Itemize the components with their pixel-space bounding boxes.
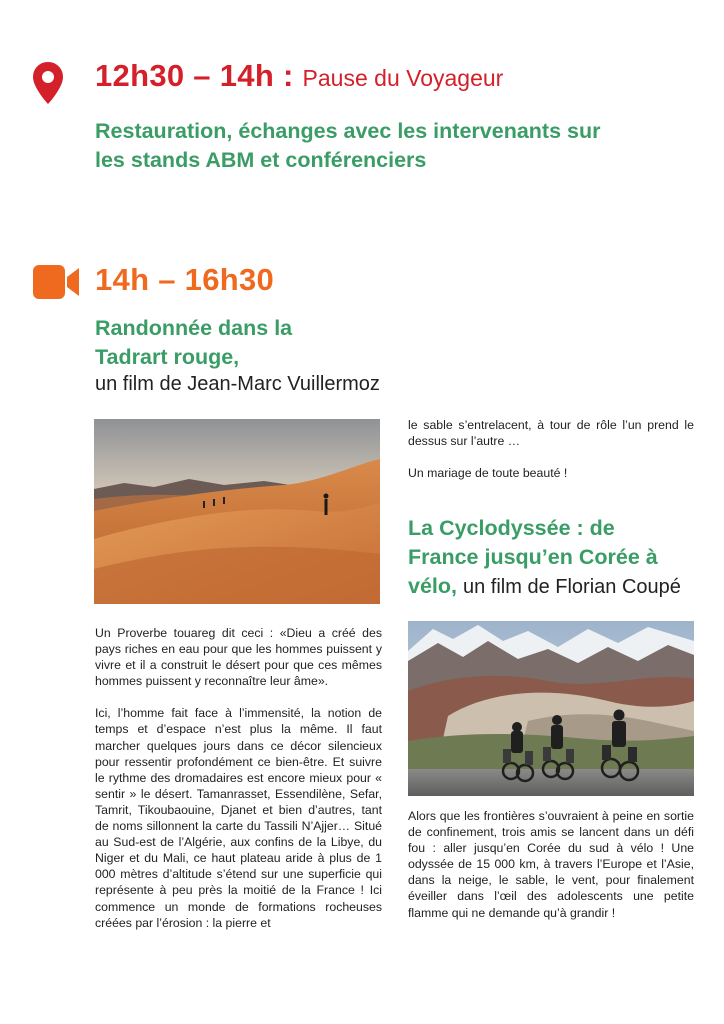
film2-title-line3-wrap bbox=[408, 572, 708, 602]
film1-title-line1: Randonnée dans la bbox=[95, 316, 293, 340]
section1-subtitle: Pause du Voyageur bbox=[302, 65, 504, 91]
film2-description bbox=[408, 808, 694, 921]
film2-paragraph: Alors que les frontières s’ouvraient à peine en sortie de confinement, trois amis se lancent dans un défi fou : aller jusqu’en Corée du sud à vélo ! Une odyssée de 15 000 km, à travers l’Europe et l’Asie, dans la neige, le sable, le vent, pour finalement éveiller dans l’œil des adolescents une petite flamme qui ne demande qu’à grandir ! bbox=[408, 809, 694, 920]
section1-lead bbox=[95, 117, 695, 175]
section1-lead-line2: les stands ABM et conférenciers bbox=[95, 148, 427, 172]
section1-time: 12h30 – 14h : bbox=[95, 58, 294, 93]
desert-photo bbox=[94, 419, 380, 604]
map-pin-icon bbox=[32, 61, 64, 105]
film1-byline: un film de Jean-Marc Vuillermoz bbox=[95, 373, 380, 395]
film1-continued: le sable s’entrelacent, à tour de rôle l’un prend le dessus sur l’autre … bbox=[408, 418, 694, 449]
film1-description-continued bbox=[408, 417, 694, 497]
film1-paragraph-2: Ici, l’homme fait face à l’immensité, la notion de temps et d’espace n’est plus la même. Il faut marcher quelques jours dans ce décor silencieux pour ressentir profondément ce bien-être. Et suivre le rythme des dromadaires est encore mieux pour « sentir » le désert. Tamanrasset, Essendilène, Sefar, Tamrit, Tikoubaouine, Djanet et bien d’autres, tant de noms sillonnent la carte du Tassili N’Ajjer… Situé au Sud-est de l’Algérie, aux confins de la Libye, du Niger et du Mali, ce haut plateau aride à plus de 1 000 mètres d’altitude s’étend sur une superficie qui représente à peu près la moitié de la France ! Ici commence un monde de formations rocheuses créées par l’érosion : la pierre et bbox=[95, 706, 382, 930]
film2-byline: un film de Florian Coupé bbox=[462, 576, 681, 598]
cyclists-photo bbox=[408, 621, 694, 796]
film1-closing: Un mariage de toute beauté ! bbox=[408, 466, 568, 481]
film2-title-line3: vélo, bbox=[408, 574, 457, 598]
film2-title-line1: La Cyclodyssée : de bbox=[408, 516, 615, 540]
section1-lead-line1: Restauration, échanges avec les intervenants sur bbox=[95, 119, 601, 143]
section2-time: 14h – 16h30 bbox=[95, 262, 275, 297]
video-camera-icon bbox=[33, 265, 80, 299]
section1-heading bbox=[95, 58, 503, 94]
film1-paragraph-1: Un Proverbe touareg dit ceci : «Dieu a créé des pays riches en eau pour que les hommes puissent y vivre et il a construit le désert pour que ces mêmes hommes puissent y reconnaître leur âme». bbox=[95, 626, 382, 689]
film1-title bbox=[95, 314, 395, 372]
film2-title bbox=[408, 514, 708, 602]
film1-title-line2: Tadrart rouge, bbox=[95, 345, 240, 369]
film2-title-line2: France jusqu’en Corée à bbox=[408, 545, 658, 569]
film1-description bbox=[95, 625, 382, 947]
